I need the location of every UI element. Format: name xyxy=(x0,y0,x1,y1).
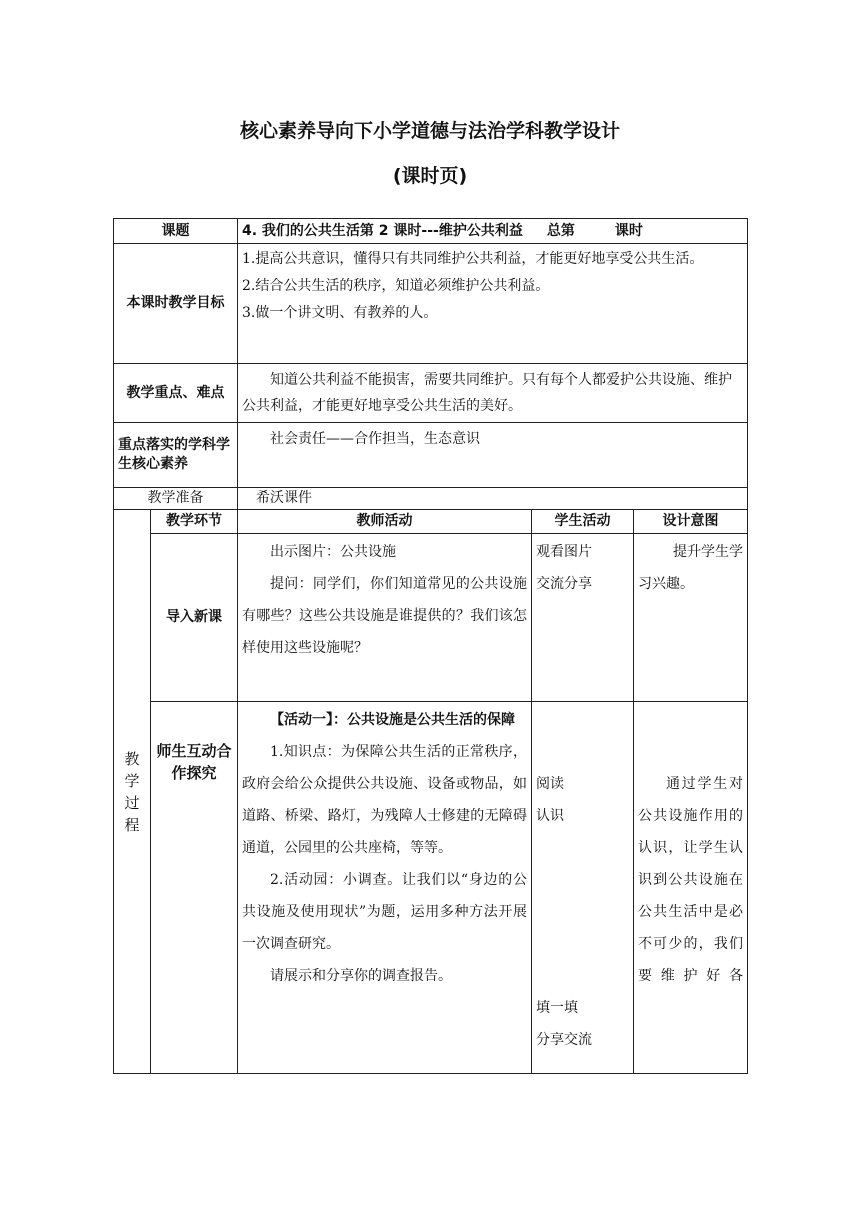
key-points-row xyxy=(114,364,748,423)
objectives-label: 本课时教学目标 xyxy=(114,244,238,364)
topic-row xyxy=(114,219,748,244)
period-label: 课时 xyxy=(614,222,643,239)
objective-item: 1.提高公共意识，懂得只有共同维护公共利益，才能更好地享受公共生活。 xyxy=(242,251,704,267)
student-activity-explore: 阅读 认识 填一填 分享交流 xyxy=(532,702,634,1074)
design-intent-explore: 通过学生对公共设施作用的认识，让学生认识到公共设施在公共生活中是必不可少的，我们要维护好各 xyxy=(634,702,748,1074)
key-points-label: 教学重点、难点 xyxy=(114,364,238,423)
document-subtitle: (课时页) xyxy=(392,165,468,187)
header-stage: 教学环节 xyxy=(151,510,238,534)
teacher-activity-intro: 出示图片：公共设施 提问：同学们，你们知道常见的公共设施有哪些？这些公共设施是谁提供的？我们该怎样使用这些设施呢？ xyxy=(238,534,532,702)
header-intent: 设计意图 xyxy=(634,510,748,534)
topic-value: 4. 我们的公共生活第 2 课时---维护公共利益 总第 课时 xyxy=(238,219,748,244)
key-points-content: 知道公共利益不能损害，需要共同维护。只有每个人都爱护公共设施、维护公共利益，才能更好地享受公共生活的美好。 xyxy=(238,364,748,423)
literacy-row xyxy=(114,423,748,488)
topic-label: 课题 xyxy=(114,219,238,244)
objectives-content xyxy=(238,244,748,364)
stage-intro: 导入新课 xyxy=(151,534,238,702)
prep-content: 希沃课件 xyxy=(238,488,748,510)
process-label: 教 学 过 程 xyxy=(114,510,151,1074)
literacy-label: 重点落实的学科学生核心素养 xyxy=(114,423,238,488)
activity-title: 【活动一】：公共设施是公共生活的保障 xyxy=(270,712,515,728)
total-period-label: 总第 xyxy=(546,222,575,239)
literacy-content: 社会责任——合作担当，生态意识 xyxy=(238,423,748,488)
prep-row xyxy=(114,488,748,510)
student-activity-intro: 观看图片 交流分享 xyxy=(532,534,634,702)
document-title: 核心素养导向下小学道德与法治学科教学设计 xyxy=(239,120,620,142)
design-intent-intro: 提升学生学习兴趣。 xyxy=(634,534,748,702)
header-teacher: 教师活动 xyxy=(238,510,532,534)
process-row-explore xyxy=(114,702,748,1074)
objective-item: 3.做一个讲文明、有教养的人。 xyxy=(242,305,438,321)
objectives-row xyxy=(114,244,748,364)
header-student: 学生活动 xyxy=(532,510,634,534)
lesson-plan-table xyxy=(113,218,748,1074)
process-header-row xyxy=(114,510,748,534)
process-row-intro xyxy=(114,534,748,702)
stage-explore: 师生互动合作探究 xyxy=(151,702,238,1074)
teacher-activity-explore: 【活动一】：公共设施是公共生活的保障 1.知识点：为保障公共生活的正常秩序，政府会给公众提供公共设施、设备或物品，如道路、桥梁、路灯，为残障人士修建的无障碍通道，公园里的公共座椅，等等。 2.活动园：小调查。让我们以“身边的公共设施及使用现状”为题，运用多种方法开展一次调查研究。 请展示和分享你的调查报告。 xyxy=(238,702,532,1074)
prep-label: 教学准备 xyxy=(114,488,238,510)
objective-item: 2.结合公共生活的秩序，知道必须维护公共利益。 xyxy=(242,278,550,294)
